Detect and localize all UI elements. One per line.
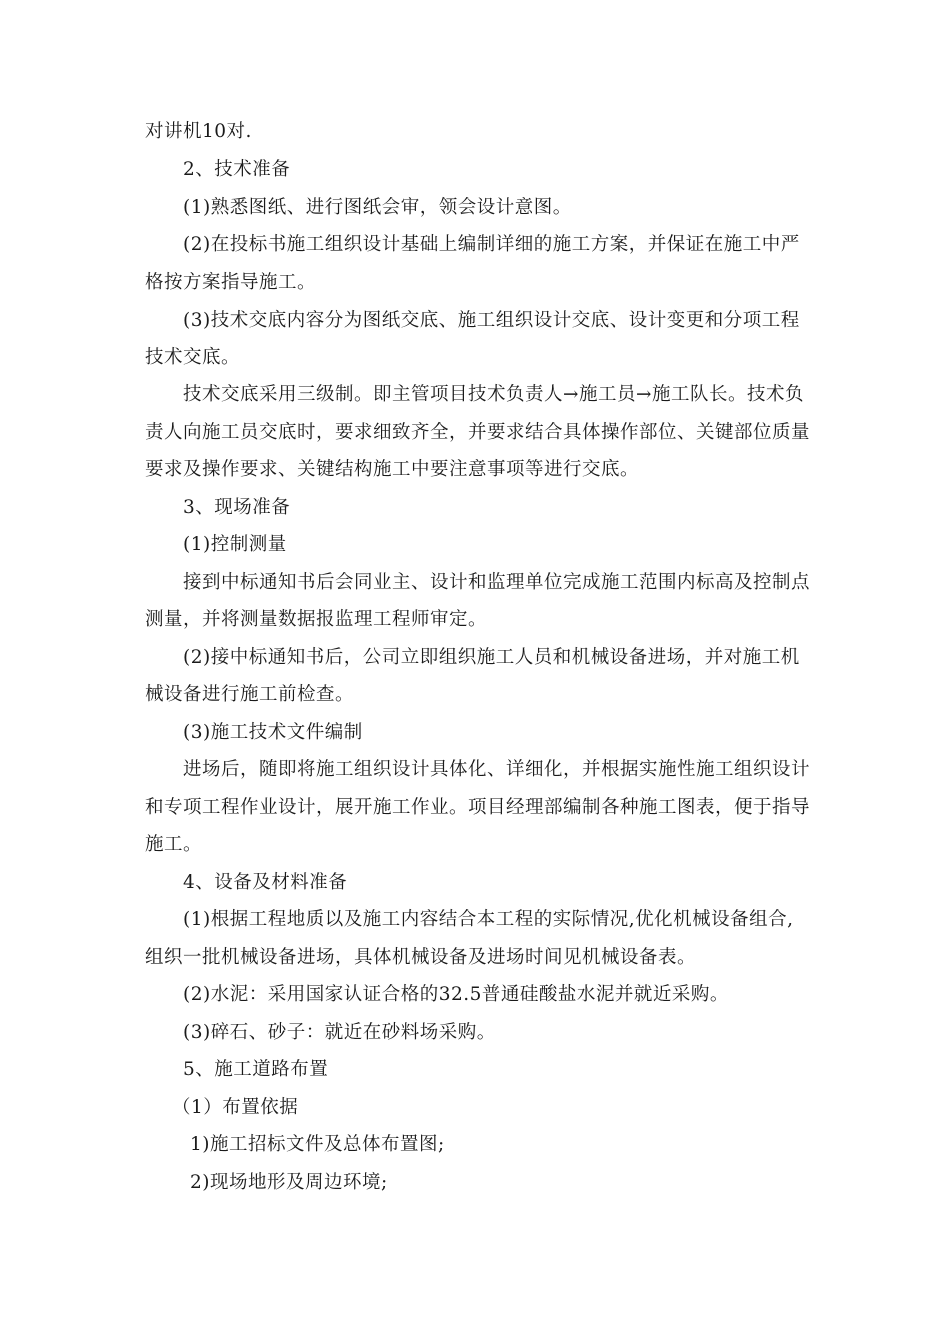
text-line: 技术交底。 [145,347,241,368]
text-line: 格按方案指导施工。 [145,272,317,293]
list-item: （1）布置依据 [172,1097,299,1118]
text-line: 责人向施工员交底时，要求细致齐全，并要求结合具体操作部位、关键部位质量 [145,422,811,443]
list-item: 1)施工招标文件及总体布置图; [190,1134,445,1155]
section-heading: 5、施工道路布置 [183,1059,329,1080]
paragraph-line: 技术交底采用三级制。即主管项目技术负责人→施工员→施工队长。技术负 [183,384,805,405]
list-item: (1)熟悉图纸、进行图纸会审，领会设计意图。 [183,197,572,218]
section-heading: 2、技术准备 [183,159,291,180]
text-line: 测量，并将测量数据报监理工程师审定。 [145,609,488,630]
text-line: 施工。 [145,834,203,855]
list-item: (3)施工技术文件编制 [183,722,363,743]
section-heading: 3、现场准备 [183,497,291,518]
list-item: (2)水泥：采用国家认证合格的32.5普通硅酸盐水泥并就近采购。 [183,984,729,1005]
text-line: 和专项工程作业设计，展开施工作业。项目经理部编制各种施工图表，便于指导 [145,797,811,818]
list-item: (3)技术交底内容分为图纸交底、施工组织设计交底、设计变更和分项工程 [183,310,800,331]
text-line: 要求及操作要求、关键结构施工中要注意事项等进行交底。 [145,459,640,480]
list-item: (3)碎石、砂子：就近在砂料场采购。 [183,1022,496,1043]
text-line: 对讲机10对. [145,121,252,142]
list-item: 2)现场地形及周边环境; [190,1172,388,1193]
list-item: (1)根据工程地质以及施工内容结合本工程的实际情况,优化机械设备组合, [183,909,794,930]
list-item: (2)在投标书施工组织设计基础上编制详细的施工方案，并保证在施工中严 [183,234,800,255]
text-line: 械设备进行施工前检查。 [145,684,355,705]
text-line: 组织一批机械设备进场，具体机械设备及进场时间见机械设备表。 [145,947,697,968]
section-heading: 4、设备及材料准备 [183,872,348,893]
list-item: (1)控制测量 [183,534,287,555]
paragraph-line: 接到中标通知书后会同业主、设计和监理单位完成施工范围内标高及控制点 [183,572,811,593]
paragraph-line: 进场后，随即将施工组织设计具体化、详细化，并根据实施性施工组织设计 [183,759,811,780]
list-item: (2)接中标通知书后，公司立即组织施工人员和机械设备进场，并对施工机 [183,647,800,668]
